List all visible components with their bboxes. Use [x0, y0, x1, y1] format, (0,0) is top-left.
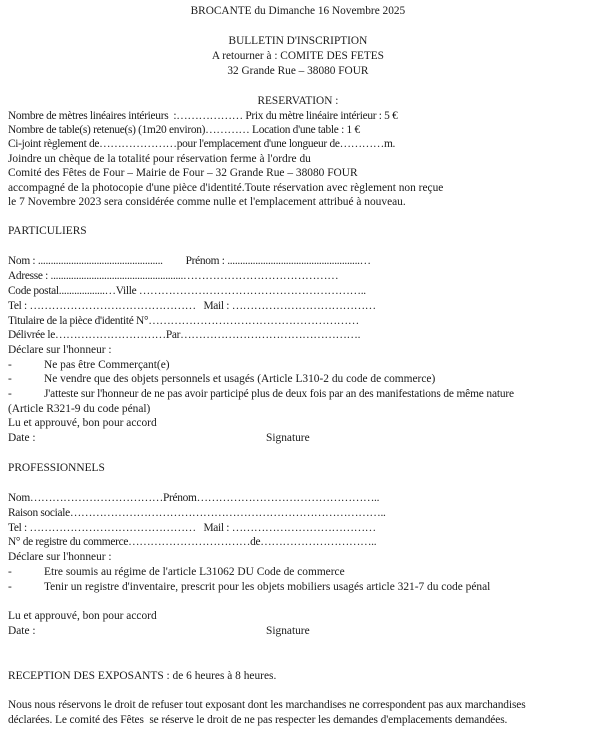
agreement-text: Lu et approuvé, bon pour accord — [8, 610, 157, 622]
date-label: Date : — [8, 432, 36, 444]
pro-field-nom: Nom………………………………Prénom………………………………………….. — [8, 492, 380, 504]
reservation-line: Nombre de table(s) retenue(s) (1m20 environ)………… Location d'une table : 1 € — [8, 124, 360, 136]
reservation-line: Nombre de mètres linéaires intérieurs :……………… Prix du mètre linéaire intérieur : 5 € — [8, 110, 398, 122]
particulier-field-tel: Tel : ……………………………………… Mail : ………………………………… — [8, 300, 376, 312]
bullet-dash: - — [8, 373, 12, 385]
return-to-line: A retourner à : COMITE DES FETES — [211, 50, 384, 62]
pro-declaration: Tenir un registre d'inventaire, prescrit pour les objets mobiliers usagés article 321-7 du code pénal — [44, 581, 491, 593]
article-note: (Article R321-9 du code pénal) — [8, 403, 151, 415]
bullet-dash: - — [8, 388, 12, 400]
footer-note: Nous nous réservons le droit de refuser tout exposant dont les marchandises ne correspondent pas aux marchandises — [8, 699, 526, 711]
particulier-field-nom: Nom : ................................................. Prénom : ....................................................… — [8, 255, 371, 267]
particulier-field-adresse: Adresse : ....................................................…………………………………… — [8, 270, 339, 282]
particulier-declaration: Ne pas être Commerçant(e) — [44, 359, 170, 371]
signature-label: Signature — [266, 432, 310, 444]
particulier-field-delivree: Délivrée le…………………………Par…………………………………………. — [8, 329, 361, 341]
pro-field-registre: N° de registre du commerce……………………………de………………………….. — [8, 536, 377, 548]
particulier-declaration: Ne vendre que des objets personnels et usagés (Article L310-2 du code de commerce) — [44, 373, 436, 385]
bullet-dash: - — [8, 581, 12, 593]
reservation-line: Comité des Fêtes de Four – Mairie de Four – 32 Grande Rue – 38080 FOUR — [8, 167, 358, 179]
pro-field-raison-sociale: Raison sociale………………………………………………………………………….. — [8, 507, 386, 519]
professionnels-heading: PROFESSIONNELS — [8, 462, 105, 474]
reception-hours: RECEPTION DES EXPOSANTS : de 6 heures à 8 heures. — [8, 670, 277, 682]
reservation-line: le 7 Novembre 2023 sera considérée comme nulle et l'emplacement attribué à nouveau. — [8, 196, 406, 208]
agreement-text: Lu et approuvé, bon pour accord — [8, 417, 157, 429]
bullet-dash: - — [8, 359, 12, 371]
reservation-line: Ci-joint règlement de…………………pour l'emplacement d'une longueur de…………m. — [8, 138, 396, 150]
bullet-dash: - — [8, 566, 12, 578]
particuliers-heading: PARTICULIERS — [8, 225, 87, 237]
pro-declaration: Etre soumis au régime de l'article L31062 DU Code de commerce — [44, 566, 345, 578]
particulier-field-code-postal: Code postal..................…Ville …………………………………………………….. — [8, 285, 366, 297]
particulier-declaration: J'atteste sur l'honneur de ne pas avoir participé plus de deux fois par an des manifestations de même nature — [44, 388, 514, 400]
footer-note: déclarées. Le comité des Fêtes se réserve le droit de ne pas respecter les demandes d'emplacements demandées. — [8, 714, 508, 726]
form-title: BULLETIN D'INSCRIPTION — [228, 35, 368, 47]
pro-field-tel: Tel : ……………………………………… Mail : ………………………………… — [8, 522, 376, 534]
signature-label: Signature — [266, 625, 310, 637]
reservation-title: RESERVATION : — [257, 95, 339, 107]
particulier-declare: Déclare sur l'honneur : — [8, 344, 112, 356]
reservation-line: accompagné de la photocopie d'une pièce d'identité.Toute réservation avec règlement non reçue — [8, 182, 444, 194]
reservation-line: Joindre un chèque de la totalité pour réservation ferme à l'ordre du — [8, 153, 311, 165]
date-label: Date : — [8, 625, 36, 637]
pro-declare: Déclare sur l'honneur : — [8, 551, 112, 563]
event-title: BROCANTE du Dimanche 16 Novembre 2025 — [190, 5, 406, 17]
particulier-field-id: Titulaire de la pièce d'identité N°………………………………………………… — [8, 315, 359, 327]
committee-address: 32 Grande Rue – 38080 FOUR — [227, 65, 369, 77]
